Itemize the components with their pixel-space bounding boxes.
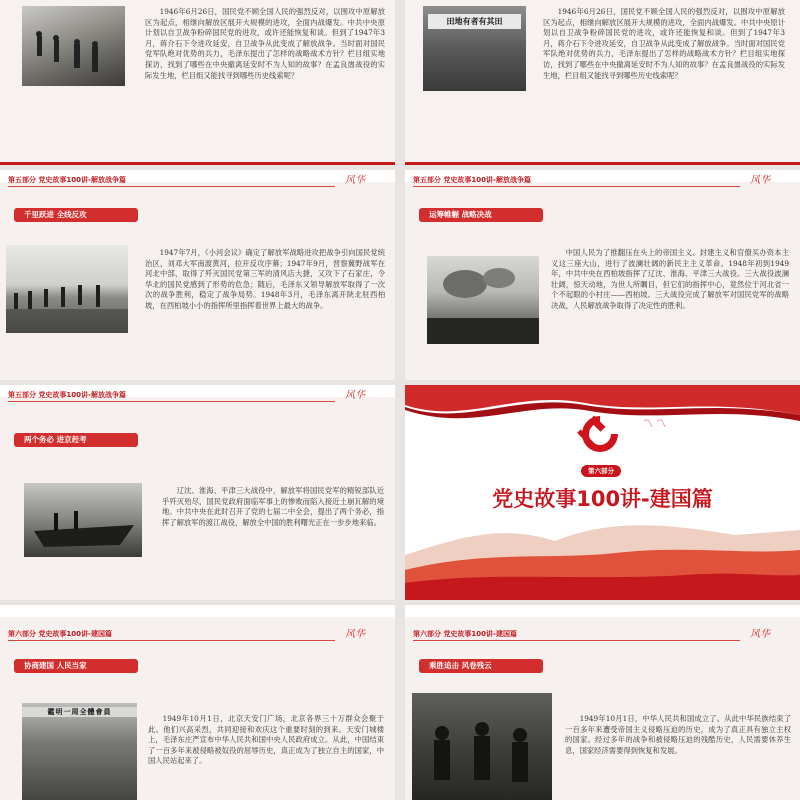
section-header: 第六部分 党史故事100讲-建国篇 — [8, 630, 112, 638]
tag-label: 协商建国 人民当家 — [14, 659, 138, 673]
section-header: 第五部分 党史故事100讲-解放战争篇 — [8, 176, 126, 184]
tag-label: 乘胜追击 风卷残云 — [419, 659, 543, 673]
slide-5-text: 辽沈、淮海、平津三大战役中，解放军将国民党军的精锐部队近乎歼灭殆尽，国民党政府面临军事上的惨败而陷入接近土崩瓦解的境地。中共中央在此时召开了党的七届二中全会，提出了两个务必，指挥了解放军的渡江战役，解放全中国的胜利曙光正在一步步地来临。 — [162, 486, 384, 527]
slide-7[interactable] — [0, 605, 395, 800]
soldiers-silhouette-icon — [22, 6, 125, 86]
section-header: 第六部分 党史故事100讲-建国篇 — [413, 630, 517, 638]
slide-8-text: 1949年10月1日，中华人民共和国成立了。从此中华民族结束了一百多年来遭受帝国主义侵略压迫的历史，成为了真正具有独立主权的国家。经过多年的战争和被侵略压迫的残酷历史，人民需要休养生息，国家经济需要得到恢复和发展。 — [565, 714, 791, 755]
section-badge: 第六部分 — [581, 465, 621, 477]
seal-logo: 风华 — [750, 629, 770, 640]
slide-1[interactable] — [0, 0, 395, 165]
tag-label: 千里跃进 全线反攻 — [14, 208, 138, 222]
section-header: 第五部分 党史故事100讲-解放战争篇 — [413, 176, 531, 184]
seal-logo: 风华 — [750, 175, 770, 186]
section-header: 第五部分 党史故事100讲-解放战争篇 — [8, 391, 126, 399]
boat-icon — [24, 483, 142, 557]
slide-6-cover[interactable] — [405, 385, 800, 600]
battlefield-photo — [427, 256, 539, 344]
seal-logo: 风华 — [345, 390, 365, 401]
slide-7-text: 1949年10月1日，北京天安门广场，北京各界三十万群众会聚于此。他们兴高采烈，共同迎接和欢庆这个重要时刻的到来。天安门城楼上，毛泽东庄严宣布中华人民共和国中央人民政府成立。从此，中国结束了一百多年来被侵略被奴役的屈辱历史，真正成为了独立自主的国家，中国人民站起来了。 — [148, 714, 384, 766]
slide-2-text: 1946年6月26日，国民党不顾全国人民的强烈反对，以围攻中原解放区为起点，相继向解放区展开大规模的进攻，全面内战爆发。中共中央原计划以自卫战争粉碎国民党的进攻，或许还能恢复和谈。但到了1947年3月，蒋介石下令进攻延安，自卫战争从此变成了解放战争。当时面对国民党军队绝对优势的兵力，毛泽东提出了怎样的战略战术方针？栏目组实地探访，找到了哪些在中央撤离延安时不为人知的故事？在孟良崮战役的实际发生地，栏目组又能找寻到哪些历史线索呢？ — [543, 7, 785, 80]
slide-5[interactable] — [0, 385, 395, 600]
birds-icon: 〽 〽 — [643, 419, 667, 430]
slide-2[interactable] — [405, 0, 800, 165]
slide-3-text: 1947年7月，《小河会议》确定了解放军战略进攻把战争引向国民党统治区，刘邓大军南渡黄河，拉开反攻序幕；1947年9月，晋察冀野战军在河北中部，取得了歼灭国民党第三军的清风店大捷，又攻下了石家庄，令华北的国民党感到了形势的危急；随后，毛泽东又领导解放军取得了一次次的战争胜利，稳定了战争局势。1948年3月，毛泽东离开陕北驻西柏坡，在西柏坡小小的指挥所里指挥着世界上最大的战争。 — [145, 248, 385, 310]
soldiers-photo — [22, 6, 125, 86]
troops-silhouette-icon — [6, 245, 128, 333]
seal-logo: 风华 — [345, 629, 365, 640]
crowd-photo — [423, 6, 526, 91]
boat-crossing-photo — [24, 483, 142, 557]
slide-4-text: 中国人民为了推翻压在头上的帝国主义、封建主义和官僚买办资本主义这三座大山，进行了波澜壮阔的新民主主义革命。1948年初到1949年，中共中央在西柏坡指挥了辽沈、淮海、平津三大战役。三大战役波澜壮阔，惊天动地，为世人所瞩目，但它们的指挥中心，竟然位于河北省一个不起眼的小村庄——西柏坡。三大战役完成了解放军对国民党军的战略决战，人民解放战争取得了决定性的胜利。 — [551, 248, 789, 310]
slide-3[interactable] — [0, 170, 395, 380]
soldiers-march-photo — [412, 693, 552, 800]
cover-title: 党史故事100讲-建国篇 — [492, 487, 713, 511]
banner-caption: 田地有者有其田 — [428, 14, 521, 29]
slide-8[interactable] — [405, 605, 800, 800]
seal-logo: 风华 — [345, 175, 365, 186]
group-photo-caption: 鑑明一周全體會員 — [22, 707, 137, 717]
explosion-smoke-icon — [427, 256, 539, 344]
soldier-figures-icon — [412, 693, 552, 800]
hammer-sickle-icon — [575, 410, 625, 460]
slide-1-text: 1946年6月26日，国民党不顾全国人民的强烈反对，以围攻中原解放区为起点，相继向解放区展开大规模的进攻，全面内战爆发。中共中央原计划以自卫战争粉碎国民党的进攻，或许还能恢复和谈。但到了1947年3月，蒋介石下令进攻延安，自卫战争从此变成了解放战争。当时面对国民党军队绝对优势的兵力，毛泽东提出了怎样的战略战术方针？栏目组实地探访，找到了哪些在中央撤离延安时不为人知的故事？在孟良崮战役的实际发生地，栏目组又能找寻到哪些历史线索呢？ — [145, 7, 385, 80]
river-crossing-photo — [6, 245, 128, 333]
slide-4[interactable] — [405, 170, 800, 380]
tag-label: 两个务必 进京赶考 — [14, 433, 138, 447]
tag-label: 运筹帷幄 战略决战 — [419, 208, 543, 222]
group-photo — [22, 703, 137, 800]
